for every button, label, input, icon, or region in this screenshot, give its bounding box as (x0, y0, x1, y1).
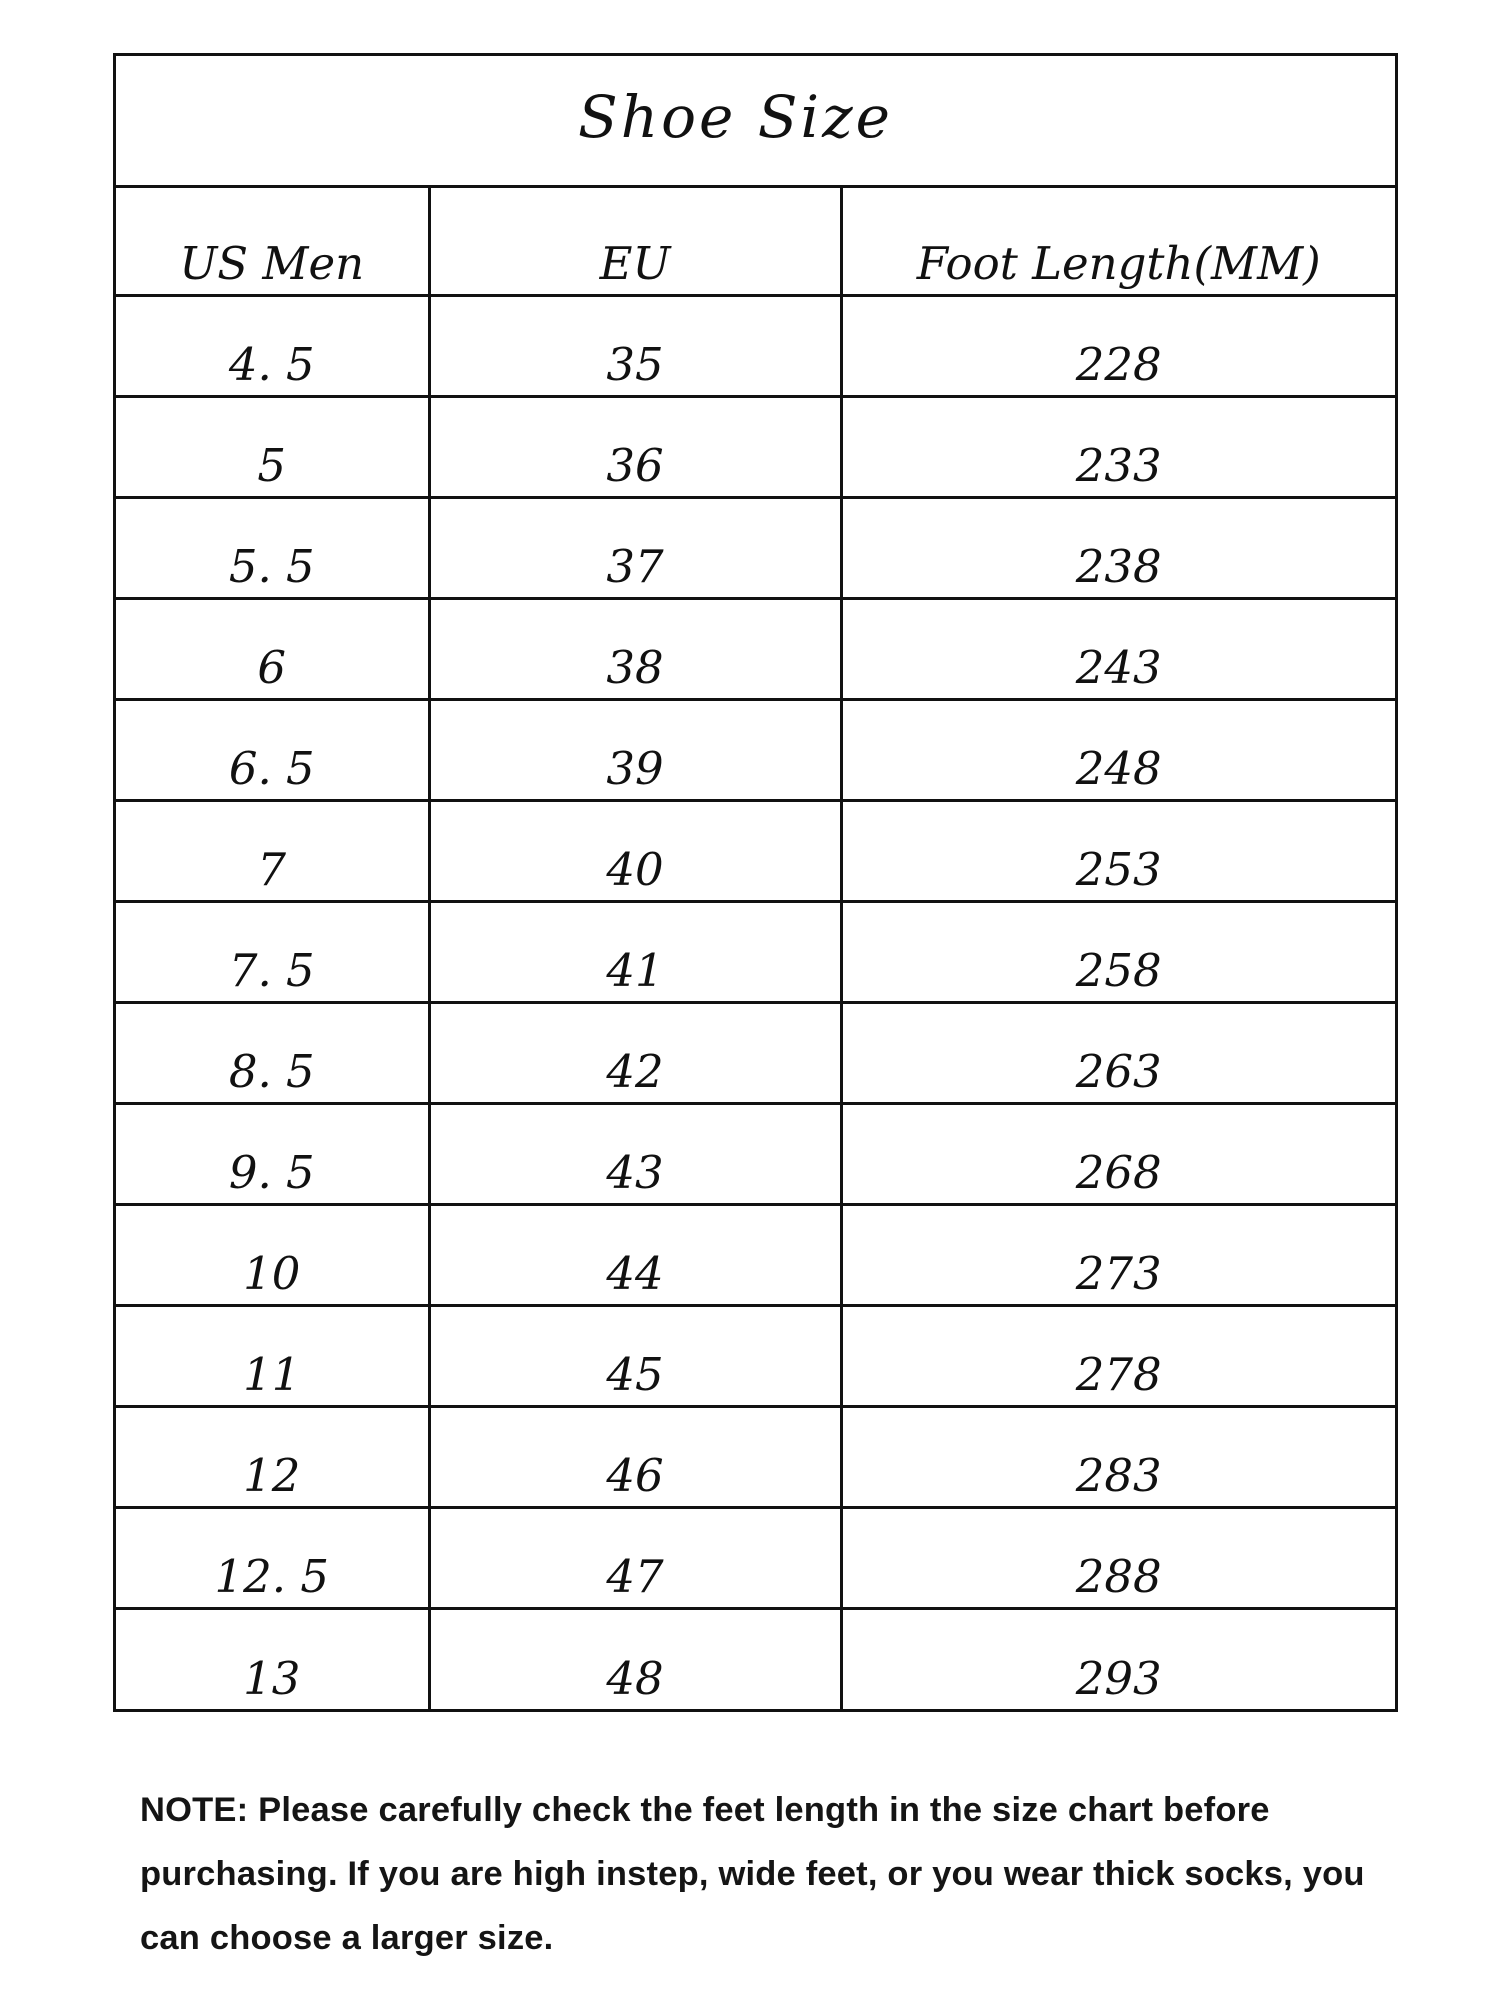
foot-length-cell: 283 (841, 1406, 1395, 1507)
table-row (116, 497, 1395, 598)
foot-length-cell: 233 (841, 396, 1395, 497)
foot-length-cell: 268 (841, 1103, 1395, 1204)
foot-length-cell: 258 (841, 901, 1395, 1002)
table-row (116, 1204, 1395, 1305)
eu-cell: 45 (429, 1305, 841, 1406)
eu-cell: 36 (429, 396, 841, 497)
chart-title-row (116, 56, 1395, 188)
foot-length-cell: 238 (841, 497, 1395, 598)
table-row (116, 1406, 1395, 1507)
eu-cell: 39 (429, 699, 841, 800)
us-men-cell: 12 (116, 1406, 429, 1507)
eu-cell: 48 (429, 1608, 841, 1709)
us-men-cell: 13 (116, 1608, 429, 1709)
table-row (116, 699, 1395, 800)
size-table (116, 188, 1395, 1709)
purchase-note: NOTE: Please carefully check the feet length in the size chart before purchasing. If you are high instep, wide feet, or you wear thick socks, you can choose a larger size. (140, 1791, 1365, 1957)
foot-length-cell: 293 (1075, 1652, 1162, 1705)
eu-cell: 44 (429, 1204, 841, 1305)
table-row (116, 598, 1395, 699)
eu-cell: 47 (429, 1507, 841, 1608)
us-men-cell: 7. 5 (116, 901, 429, 1002)
header-us-men: US Men (116, 188, 429, 295)
size-chart (113, 53, 1398, 1712)
us-men-cell: 5. 5 (116, 497, 429, 598)
header-foot-length: Foot Length(MM) (841, 188, 1395, 295)
us-men-cell: 6. 5 (116, 699, 429, 800)
table-row (116, 1002, 1395, 1103)
foot-length-cell: 278 (841, 1305, 1395, 1406)
table-row (116, 396, 1395, 497)
eu-cell: 35 (429, 295, 841, 396)
us-men-cell: 6 (116, 598, 429, 699)
chart-title: Shoe Size (578, 82, 893, 151)
table-header-row (116, 188, 1395, 295)
eu-cell: 46 (429, 1406, 841, 1507)
us-men-cell: 8. 5 (116, 1002, 429, 1103)
foot-length-cell: 288 (841, 1507, 1395, 1608)
foot-length-cell: 273 (841, 1204, 1395, 1305)
table-row (116, 901, 1395, 1002)
eu-cell: 43 (429, 1103, 841, 1204)
us-men-cell: 5 (116, 396, 429, 497)
table-row (116, 800, 1395, 901)
foot-length-cell: 243 (841, 598, 1395, 699)
us-men-cell: 7 (116, 800, 429, 901)
foot-length-cell: 263 (841, 1002, 1395, 1103)
eu-cell: 41 (429, 901, 841, 1002)
eu-cell: 38 (429, 598, 841, 699)
us-men-cell: 4. 5 (116, 295, 429, 396)
us-men-cell: 10 (116, 1204, 429, 1305)
us-men-cell: 12. 5 (116, 1507, 429, 1608)
table-row (116, 1608, 1395, 1709)
table-row (116, 1305, 1395, 1406)
foot-length-cell: 228 (841, 295, 1395, 396)
foot-length-cell: 248 (841, 699, 1395, 800)
us-men-cell: 9. 5 (116, 1103, 429, 1204)
us-men-cell: 11 (116, 1305, 429, 1406)
eu-cell: 37 (429, 497, 841, 598)
foot-length-cell: 253 (841, 800, 1395, 901)
eu-cell: 40 (429, 800, 841, 901)
eu-cell: 42 (429, 1002, 841, 1103)
table-row (116, 1103, 1395, 1204)
header-eu: EU (429, 188, 841, 295)
table-row (116, 1507, 1395, 1608)
table-row (116, 295, 1395, 396)
